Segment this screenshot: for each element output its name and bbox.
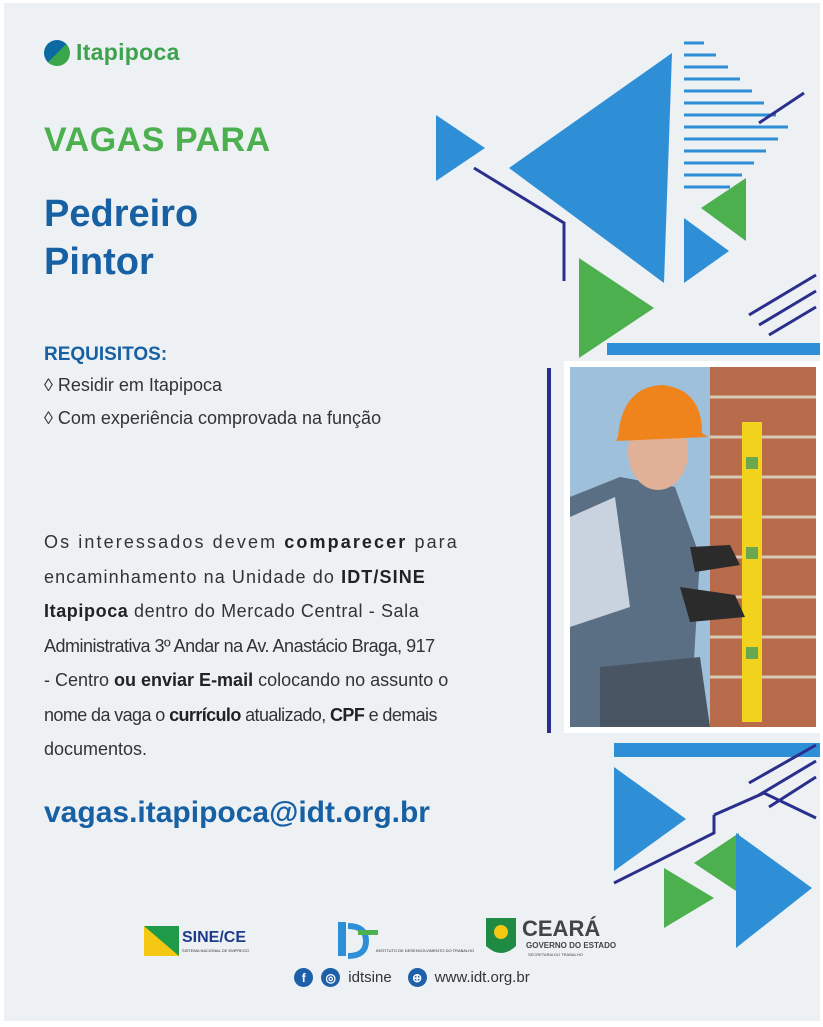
svg-text:INSTITUTO DE DESENVOLVIMENTO D: INSTITUTO DE DESENVOLVIMENTO DO TRABALHO xyxy=(376,948,475,953)
partner-logos xyxy=(4,908,820,968)
worker-illustration xyxy=(570,367,816,727)
svg-text:GOVERNO DO ESTADO: GOVERNO DO ESTADO xyxy=(526,941,617,950)
brand-logo-icon xyxy=(44,40,70,66)
triangle-shape xyxy=(614,767,686,871)
instructions-text xyxy=(44,525,564,767)
headline-prefix: VAGAS PARA xyxy=(44,121,271,159)
website-link[interactable]: www.idt.org.br xyxy=(434,969,530,986)
instructions-line: - Centro ou enviar E-mail colocando no assunto o xyxy=(44,670,449,690)
social-handle[interactable]: idtsine xyxy=(348,969,392,986)
instructions-line: Itapipoca dentro do Mercado Central - Sala xyxy=(44,601,420,621)
svg-text:CEARÁ: CEARÁ xyxy=(522,916,601,941)
svg-text:SECRETARIA DO TRABALHO: SECRETARIA DO TRABALHO xyxy=(528,952,583,957)
role-title: Pintor xyxy=(44,241,154,283)
triangle-shape xyxy=(694,833,739,893)
role-title: Pedreiro xyxy=(44,193,199,235)
sine-logo xyxy=(144,926,249,956)
contact-email[interactable]: vagas.itapipoca@idt.org.br xyxy=(44,796,430,829)
instructions-line: documentos. xyxy=(44,739,148,759)
triangle-shape xyxy=(509,53,672,283)
job-poster xyxy=(4,3,820,1021)
worker-photo xyxy=(564,361,820,733)
instructions-line: Administrativa 3º Andar na Av. Anastácio Braga, 917 xyxy=(44,635,435,656)
globe-icon: ⊕ xyxy=(408,968,427,987)
requirement-item: ◊ Residir em Itapipoca xyxy=(44,375,222,395)
svg-text:SINE/CE: SINE/CE xyxy=(182,929,247,946)
triangle-shape xyxy=(684,218,729,283)
instructions-line: nome da vaga o currículo atualizado, CPF e demais xyxy=(44,704,437,725)
instructions-line: Os interessados devem comparecer para xyxy=(44,532,459,552)
requirements-title: REQUISITOS: xyxy=(44,344,168,365)
svg-text:SISTEMA NACIONAL DE EMPREGO: SISTEMA NACIONAL DE EMPREGO xyxy=(182,948,249,953)
instructions-line: encaminhamento na Unidade do IDT/SINE xyxy=(44,566,426,587)
requirement-item: ◊ Com experiência comprovada na função xyxy=(44,408,382,428)
idt-logo xyxy=(338,922,474,956)
brand-header xyxy=(44,39,180,66)
facebook-icon[interactable]: f xyxy=(294,968,313,987)
instagram-icon[interactable]: ◎ xyxy=(321,968,340,987)
ceara-logo xyxy=(486,916,616,957)
brand-name: Itapipoca xyxy=(76,39,180,65)
footer-links xyxy=(4,968,820,987)
